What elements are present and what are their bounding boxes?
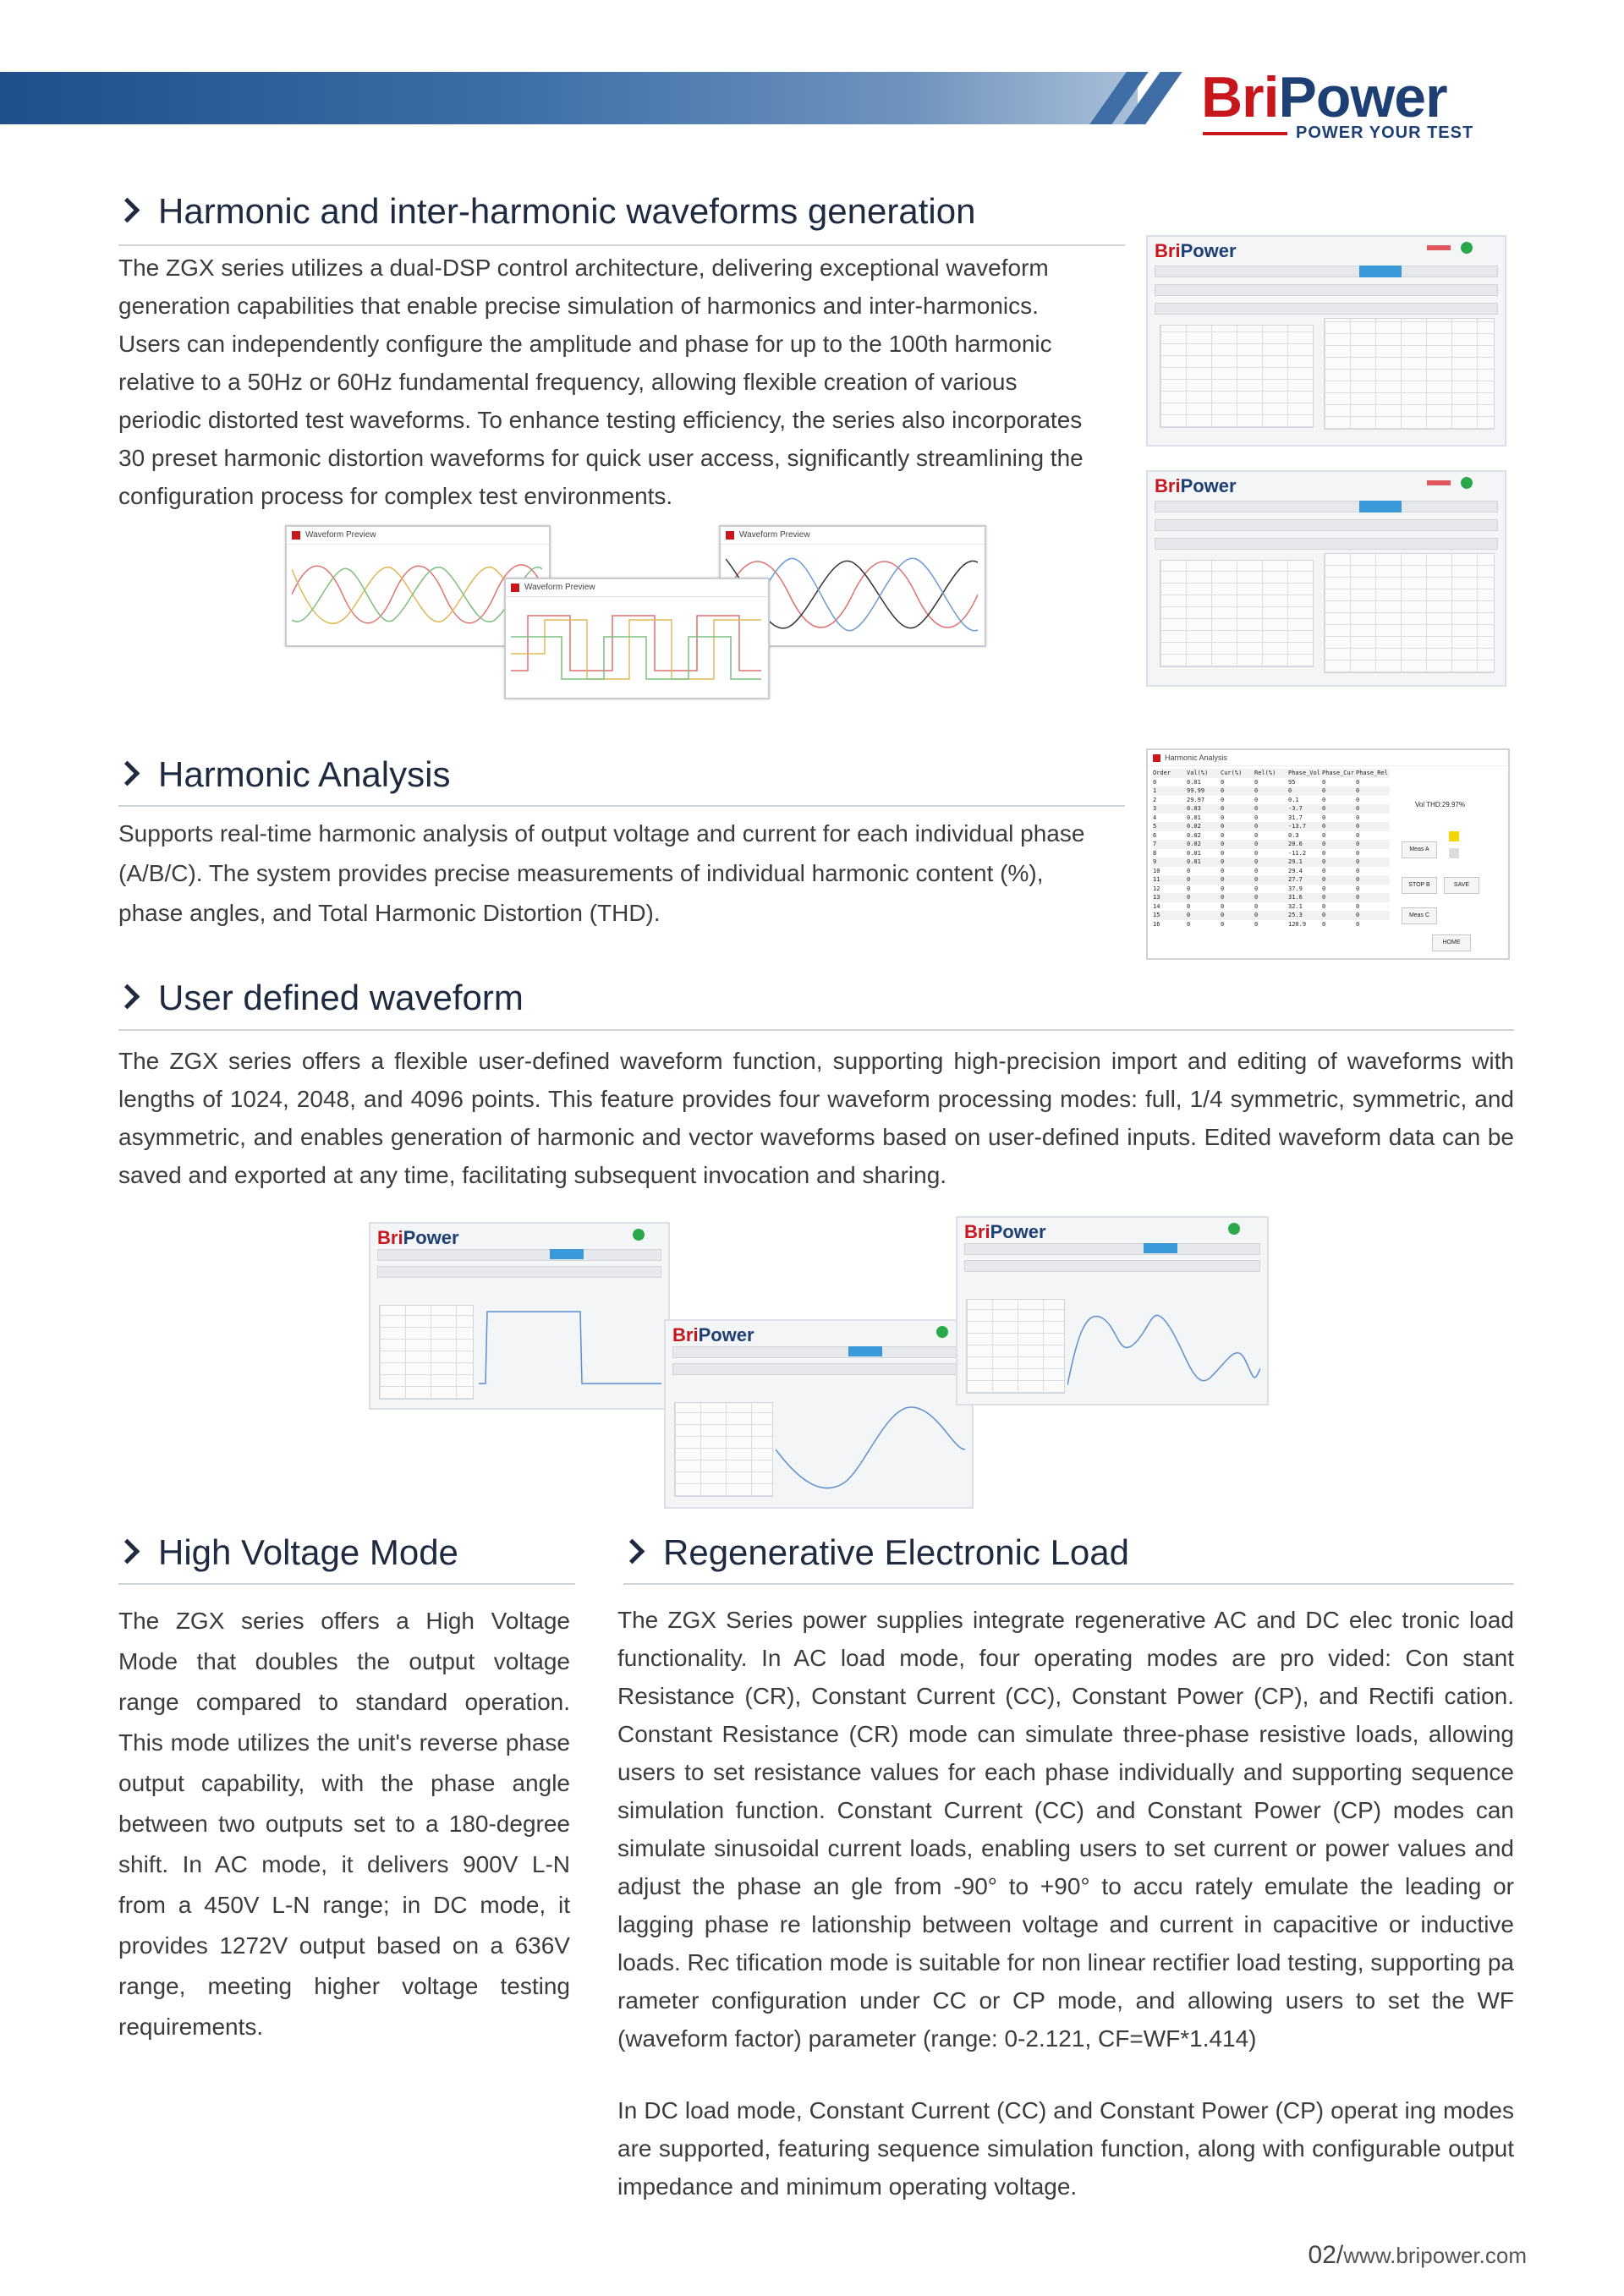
section-heading-high-voltage: High Voltage Mode	[118, 1532, 458, 1573]
section-heading-regenerative-load: Regenerative Electronic Load	[623, 1532, 1129, 1573]
software-screenshot-custom-wave: BriPower	[956, 1216, 1269, 1406]
table-row: 15 0 0 0 25.3 0 0	[1153, 911, 1390, 920]
software-screenshot-harmonic-setup: BriPower	[1146, 235, 1506, 447]
software-screenshot-sine-wave: BriPower	[664, 1319, 974, 1509]
bripower-logo: BriPower POWER YOUR TEST	[1201, 65, 1474, 142]
harmonic-table	[1153, 769, 1390, 929]
table-row: 12 0 0 0 37.9 0 0	[1153, 885, 1360, 892]
table-row: 1 99.99 0 0 0 0 0	[1153, 786, 1390, 796]
software-screenshot-interharmonic-setup: BriPower	[1146, 470, 1506, 687]
table-row: 5 0.02 0 0 -13.7 0 0	[1153, 822, 1390, 831]
table-row: 6 0.02 0 0 0.3 0 0	[1153, 831, 1360, 839]
paragraph-harmonic-analysis: Supports real-time harmonic analysis of output voltage and current for each individual phase (A/B/C). The system provides precise measurements of individual harmonic content (%), phase angles, and Total Harmonic Distortion (THD).	[118, 820, 1085, 926]
waveform-preview-window: Waveform Preview	[719, 525, 986, 647]
table-row: 11 0 0 0 27.7 0 0	[1153, 875, 1390, 885]
table-row: 9 0.01 0 0 29.1 0 0	[1153, 858, 1390, 867]
table-header-row: Order Val(%) Cur(%) Rel(%) Phase_Vol Phase_Cur Phase_Rel	[1153, 769, 1390, 778]
header-band	[0, 72, 1138, 124]
table-row: 2 29.97 0 0 0.1 0 0	[1153, 796, 1360, 803]
divider	[118, 244, 1125, 246]
chevron-right-icon	[620, 1539, 645, 1564]
divider	[118, 1029, 1514, 1031]
status-indicator	[1449, 848, 1459, 858]
paragraph-harmonic-generation: The ZGX series utilizes a dual-DSP control architecture, delivering exceptional waveform generation capabilities that enable precise simulation of harmonics and inter-harmonics. Users can independently configure the amplitude and phase for up to the 100th harmonic relative to a 50Hz or 60Hz fundamental frequency, allowing flexible creation of various periodic distorted test waveforms. To enhance testing efficiency, the series also incorporates 30 preset harmonic distortion waveforms for quick user access, significantly streamlining the configuration process for complex test environments.	[118, 255, 1084, 509]
section-heading-user-waveform: User defined waveform	[118, 978, 524, 1018]
chevron-right-icon	[115, 198, 140, 223]
paragraph-regenerative-load: The ZGX Series power supplies integrate regenerative AC and DC elec tronic load functionality. In AC load mode, four operating modes are pro vided: Con stant Resistance (CR), Constant Current (CC), Constant Power (CP), and Rectifi cation. Constant Resistance (CR) mode can simulate three-phase resistive loads, allowing users to set resistance values for each phase individually and supporting sequence simulation function. Constant Current (CC) and Constant Power (CP) modes can simulate sinusoidal current loads, enabling users to set current or power values and adjust the phase an gle from -90° to +90° to accu rately emulate the leading or lagging phase re lationship between voltage and current in capacitive or inductive loads. Rec tification mode is suitable for non linear rectifier load testing, supporting pa rameter configuration under CC or CP mode, and allowing users to set the WF (waveform factor) parameter (range: 0-2.121, CF=WF*1.414)	[617, 1607, 1514, 2052]
table-row: 10 0 0 0 29.4 0 0	[1153, 867, 1360, 874]
table-row: 14 0 0 0 32.1 0 0	[1153, 902, 1360, 910]
square-waveform	[511, 603, 761, 691]
harmonic-analysis-window: Harmonic Analysis Order Val(%) Cur(%) Rel(%) Phase_Vol Phase_Cur Phase_Rel 0 0.01 0 0 95 0 0 1 99.99 0 0 0 0 0 2 29.97 0 0 0.1 0 0 3 0.03 0 0 -3.7 0 0 4 0.01 0 0 31.7 0 0 5 0.02 0 0 -13.7 0 0 6 0.02 0 0 0.3 0 0 7 0.02 0 0 20.6 0 0 8 0.01 0 0 -11.2 0 0 9 0.01 0 0 29.1 0 0 10 0 0 0 29.4 0 0 11 0 0 0 27.7 0 0 12 0 0 0 37.9 0 0 13 0 0 0 31.6 0 0 14 0 0 0 32.1 0 0 15 0 0 0 25.3 0 0 16 0 0 0 120.9 0 0 Vol THD:29.97% Meas A STOP B SAVE Meas C HOME	[1146, 748, 1510, 960]
save-button[interactable]: SAVE	[1444, 877, 1479, 894]
table-row: 7 0.02 0 0 20.6 0 0	[1153, 840, 1390, 849]
paragraph-high-voltage: The ZGX series offers a High Voltage Mode that doubles the output voltage range compared to standard operation. This mode utilizes the unit's reverse phase output capability, with the phase angle between two outputs set to a 180-degree shift. In AC mode, it delivers 900V L-N from a 450V L-N range; in DC mode, it provides 1272V output based on a 636V range, meeting higher voltage testing requirements.	[118, 1608, 570, 2040]
app-icon	[1153, 754, 1160, 762]
paragraph-user-waveform: The ZGX series offers a flexible user-defined waveform function, supporting high-precision import and editing of waveforms with lengths of 1024, 2048, and 4096 points. This feature provides four waveform processing modes: full, 1/4 symmetric, symmetric, and asymmetric, and enables generation of harmonic and vector waveforms based on user-defined inputs. Edited waveform data can be saved and exported at any time, facilitating subsequent invocation and sharing.	[118, 1048, 1514, 1188]
paragraph-dc-load: In DC load mode, Constant Current (CC) and Constant Power (CP) operat ing modes are supported, featuring sequence simulation function, along with configurable output impedance and minimum operating voltage.	[617, 2097, 1514, 2200]
app-icon	[292, 531, 300, 540]
home-button[interactable]: HOME	[1432, 934, 1471, 951]
status-indicator	[1449, 831, 1459, 841]
table-row: 16 0 0 0 120.9 0 0	[1153, 920, 1360, 928]
app-icon	[726, 531, 734, 540]
page-footer	[1309, 2241, 1527, 2270]
table-row: 0 0.01 0 0 95 0 0	[1153, 778, 1360, 786]
divider	[118, 1583, 575, 1585]
software-screenshot-square-wave: BriPower	[369, 1222, 670, 1410]
meas-a-button[interactable]: Meas A	[1402, 841, 1437, 858]
table-row: 4 0.01 0 0 31.7 0 0	[1153, 814, 1360, 821]
chevron-right-icon	[115, 761, 140, 786]
stop-b-button[interactable]: STOP B	[1402, 877, 1437, 894]
chevron-right-icon	[115, 1539, 140, 1564]
logo-tagline: POWER YOUR TEST	[1296, 123, 1474, 142]
divider	[623, 1583, 1514, 1585]
page-number: 02/	[1308, 2241, 1344, 2269]
website-link[interactable]: www.bripower.com	[1343, 2243, 1527, 2268]
chevron-right-icon	[115, 984, 140, 1010]
section-heading-harmonic-generation: Harmonic and inter-harmonic waveforms generation	[118, 191, 975, 232]
table-row: 3 0.03 0 0 -3.7 0 0	[1153, 804, 1390, 814]
meas-c-button[interactable]: Meas C	[1402, 907, 1437, 924]
waveform-preview-window: Waveform Preview	[285, 525, 551, 647]
divider	[118, 805, 1125, 807]
app-icon	[511, 584, 519, 592]
table-row: 13 0 0 0 31.6 0 0	[1153, 893, 1390, 902]
table-row: 8 0.01 0 0 -11.2 0 0	[1153, 849, 1360, 857]
section-heading-harmonic-analysis: Harmonic Analysis	[118, 754, 450, 795]
waveform-preview-window: Waveform Preview	[504, 578, 770, 699]
vol-thd-readout: Vol THD:29.97%	[1415, 801, 1465, 808]
